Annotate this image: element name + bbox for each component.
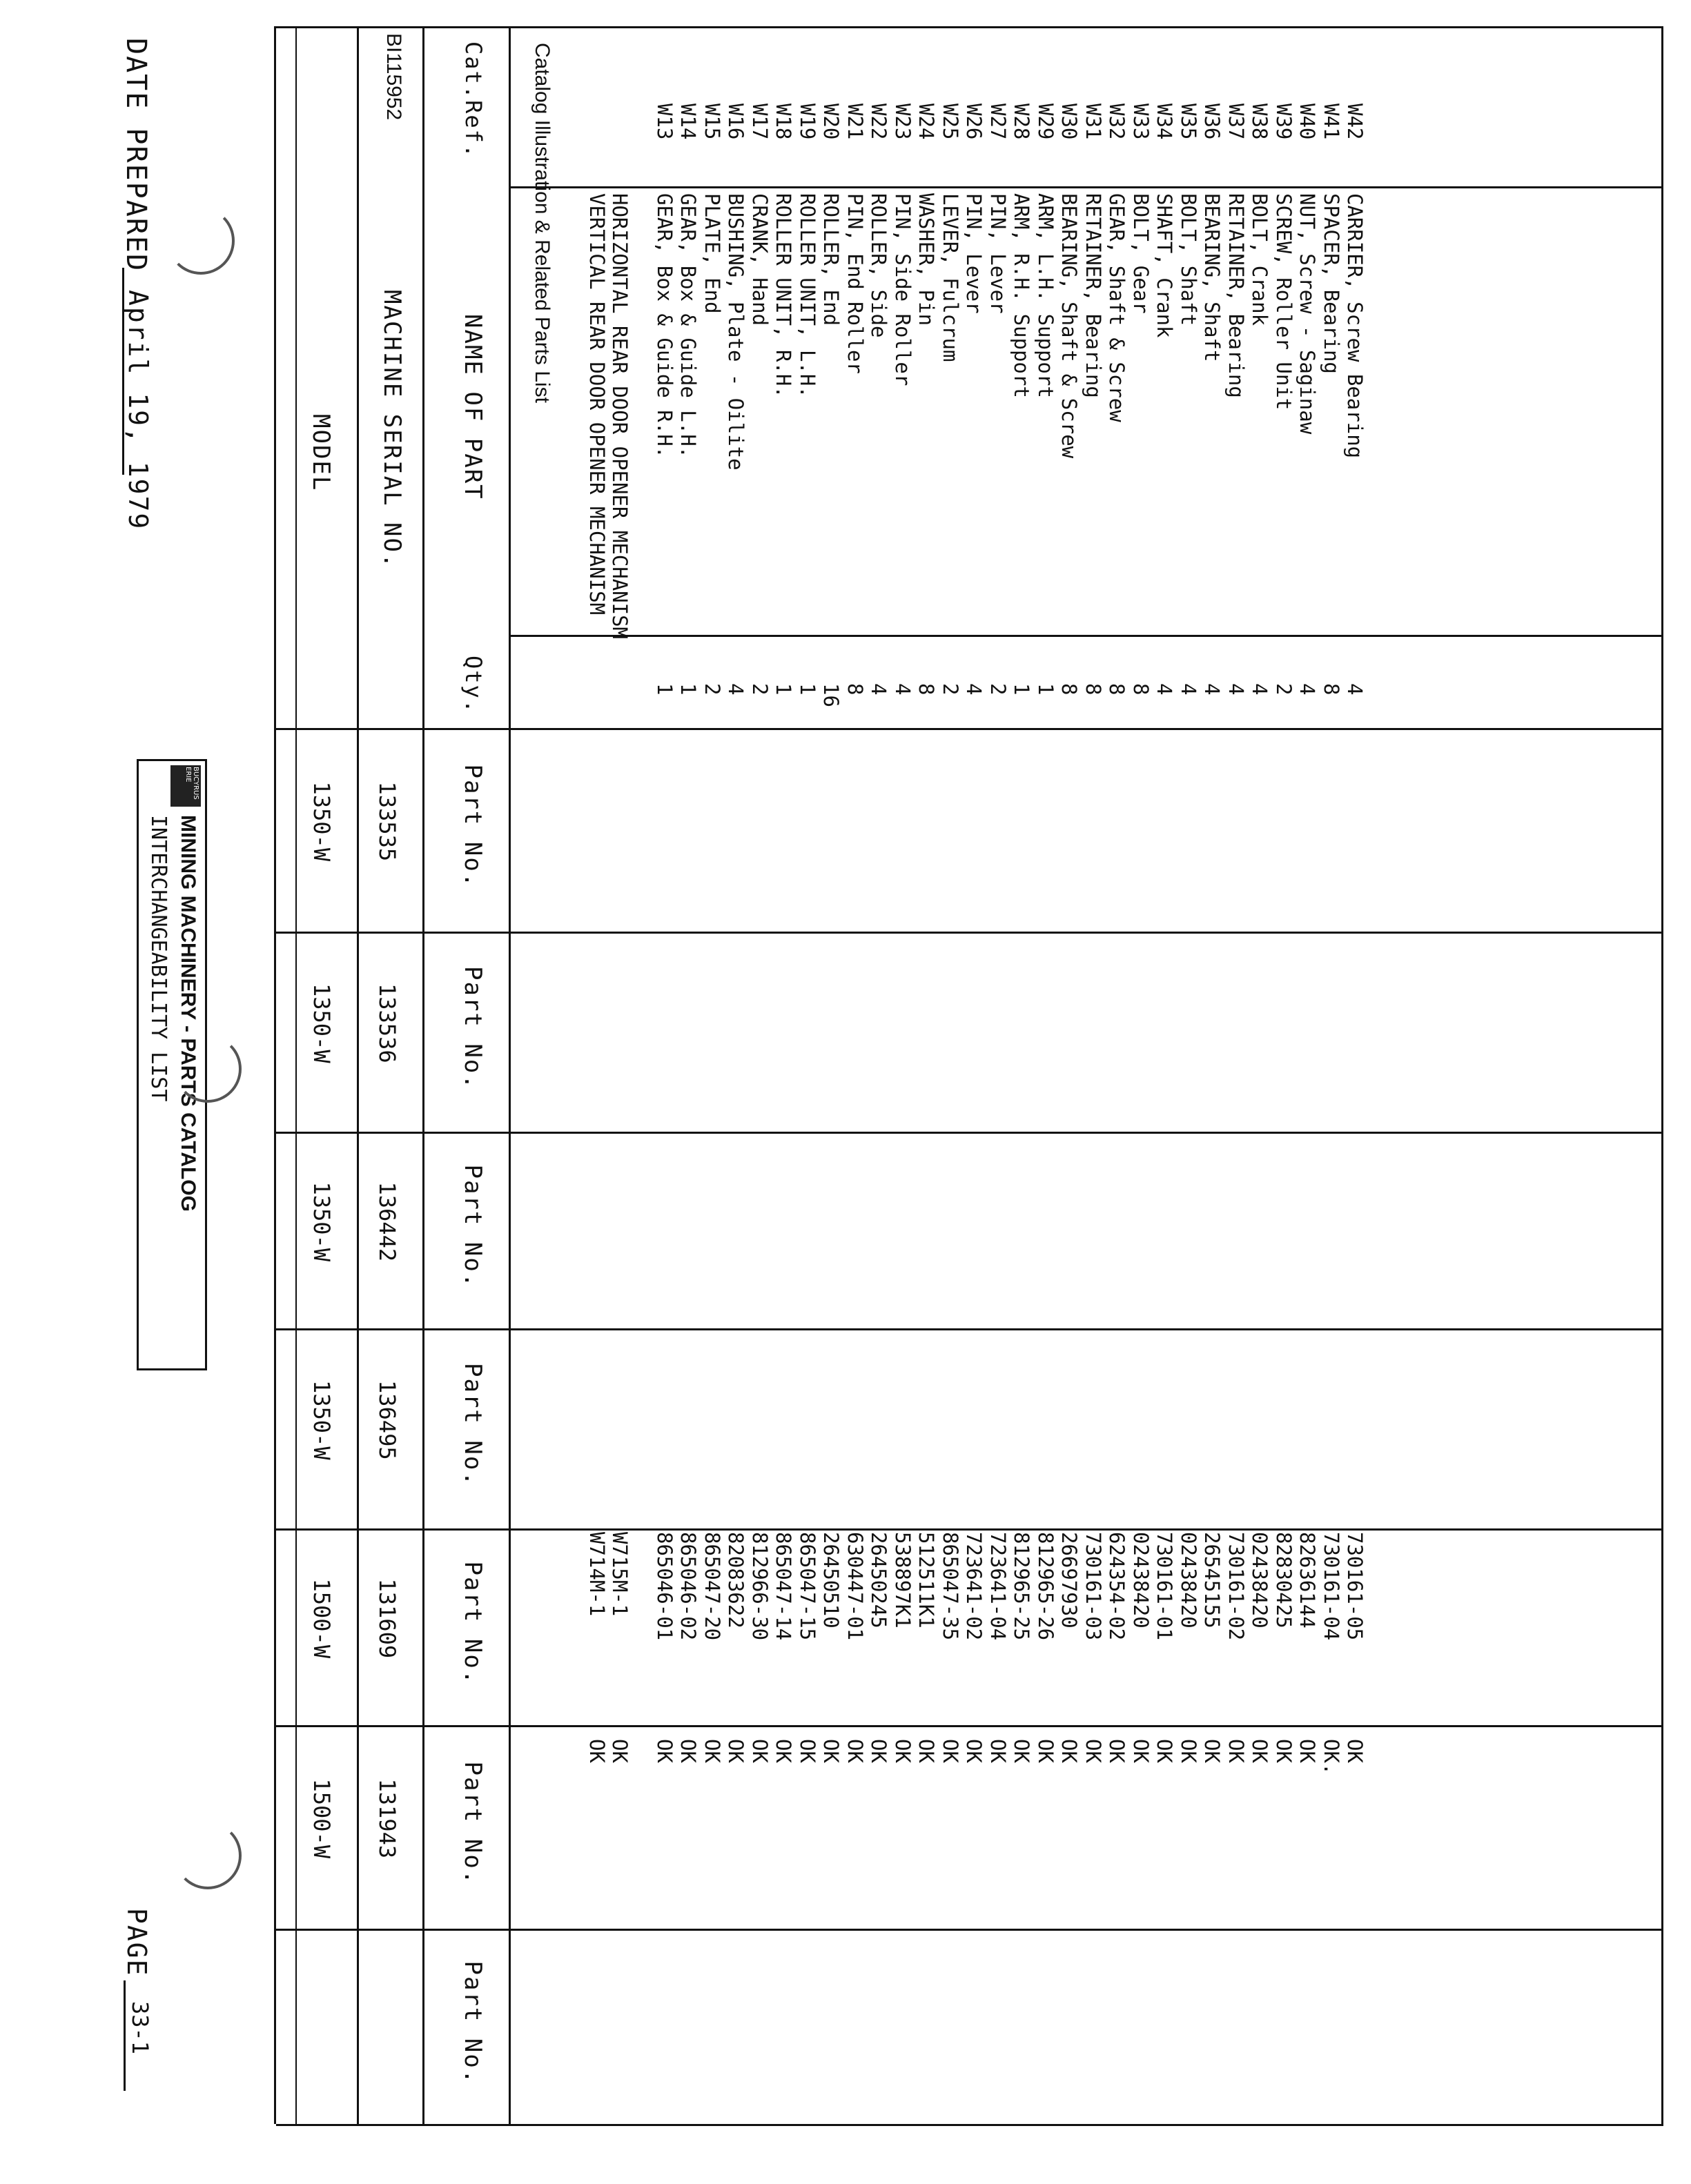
interchange-status: OK	[1010, 1739, 1034, 1763]
interchange-status: OK	[653, 1739, 676, 1763]
interchange-status: OK	[1082, 1739, 1105, 1763]
cat-ref: W23	[891, 104, 915, 140]
interchange-status: OK	[1248, 1739, 1272, 1763]
cat-ref: W34	[1153, 104, 1177, 140]
interchange-status: OK	[772, 1739, 796, 1763]
part-number-1500w: 512511K1	[915, 1532, 939, 1629]
machine-column-divider	[276, 932, 1663, 934]
cat-ref: W38	[1248, 104, 1272, 140]
qty: 8	[1129, 683, 1153, 696]
part-name: GEAR, Box & Guide R.H.	[653, 193, 676, 459]
part-name: CRANK, Hand	[748, 193, 772, 326]
machine-serial-2: 136442	[374, 1181, 400, 1262]
catalog-title: MINING MACHINERY - PARTS CATALOG	[177, 815, 199, 1212]
cat-ref: W35	[1177, 104, 1200, 140]
part-name: ROLLER UNIT, L.H.	[796, 193, 819, 398]
interchange-status: OK	[1177, 1739, 1200, 1763]
part-no-header-4: Part No.	[459, 1561, 487, 1686]
cat-ref: W22	[867, 104, 891, 140]
col-catref-header: Cat.Ref.	[460, 41, 487, 159]
part-number-1500w: 730161-04	[1320, 1532, 1343, 1641]
machine-model-3: 1350-W	[309, 1380, 335, 1460]
interchange-status: OK	[939, 1739, 962, 1763]
part-number-1500w: 82636144	[1296, 1532, 1320, 1629]
part-number-1500w: 865046-02	[676, 1532, 701, 1641]
cat-ref: W33	[1129, 104, 1153, 140]
interchange-status: OK	[986, 1739, 1010, 1763]
qty: 1	[676, 683, 701, 696]
part-name: GEAR, Shaft & Screw	[1105, 193, 1129, 422]
part-number-1500w: 730161-01	[1153, 1532, 1177, 1641]
qty: 16	[819, 683, 843, 707]
qty: 4	[891, 683, 915, 696]
part-name: SHAFT, Crank	[1153, 193, 1177, 338]
catref-column-divider	[511, 186, 1663, 188]
cat-ref: W18	[772, 104, 796, 140]
qty: 2	[701, 683, 724, 696]
interchange-status: OK	[724, 1739, 748, 1763]
interchange-status: OK	[1034, 1739, 1057, 1763]
serial-label: MACHINE SERIAL NO.	[378, 290, 406, 569]
qty: 8	[1057, 683, 1082, 696]
part-name: BUSHING, Plate - Oilite	[724, 193, 748, 471]
interchange-status: OK	[1057, 1739, 1082, 1763]
section-vertical-ok: OK	[585, 1739, 609, 1763]
part-name: RETAINER, Bearing	[1082, 193, 1105, 398]
part-name: NUT, Screw - Saginaw	[1296, 193, 1320, 435]
part-number-1500w: 730161-02	[1224, 1532, 1248, 1641]
cat-ref: W17	[748, 104, 772, 140]
part-name: PIN, Lever	[962, 193, 986, 314]
cat-ref: W28	[1010, 104, 1034, 140]
part-number-1500w: 82083622	[724, 1532, 748, 1629]
interchange-status: OK	[1105, 1739, 1129, 1763]
table-right-border	[276, 2124, 1663, 2126]
qty: 4	[867, 683, 891, 696]
punch-hole-mark	[167, 207, 235, 275]
part-no-header-3: Part No.	[459, 1363, 487, 1487]
part-number-1500w: 02438420	[1177, 1532, 1200, 1629]
qty: 1	[796, 683, 819, 696]
qty: 1	[772, 683, 796, 696]
date-prepared-value: April 19, 1979	[123, 290, 153, 531]
cat-ref: W31	[1082, 104, 1105, 140]
section-vertical-part: W714M-1	[585, 1532, 609, 1617]
cat-ref: W24	[915, 104, 939, 140]
interchange-status: OK	[748, 1739, 772, 1763]
part-number-1500w: 730161-05	[1343, 1532, 1367, 1641]
machine-column-divider	[276, 1929, 1663, 1931]
model-label: MODEL	[307, 414, 335, 492]
part-number-1500w: 26545155	[1200, 1532, 1224, 1629]
page-underline	[124, 1980, 126, 2091]
qty: 2	[748, 683, 772, 696]
part-name: WASHER, Pin	[915, 193, 939, 326]
part-number-1500w: 812965-25	[1010, 1532, 1034, 1641]
section-horizontal-part: W715M-1	[608, 1532, 632, 1617]
part-number-1500w: 26697930	[1057, 1532, 1082, 1629]
page-label: PAGE	[121, 1908, 152, 1977]
machine-column-divider	[276, 1132, 1663, 1134]
interchange-status: OK	[1224, 1739, 1248, 1763]
cat-ref: W27	[986, 104, 1010, 140]
qty: 8	[843, 683, 867, 696]
qty: 4	[1153, 683, 1177, 696]
cat-ref: W25	[939, 104, 962, 140]
cat-ref: W26	[962, 104, 986, 140]
document-id: BI115952	[382, 33, 405, 121]
interchange-status: OK	[843, 1739, 867, 1763]
cat-ref: W20	[819, 104, 843, 140]
cat-ref: W42	[1343, 104, 1367, 140]
qty: 2	[939, 683, 962, 696]
part-number-1500w: 812966-30	[748, 1532, 772, 1641]
section-horizontal-title: HORIZONTAL REAR DOOR OPENER MECHANISM	[608, 193, 632, 640]
cat-ref: W41	[1320, 104, 1343, 140]
part-number-1500w: 865047-14	[772, 1532, 796, 1641]
interchange-status: OK	[1296, 1739, 1320, 1763]
qty: 4	[1296, 683, 1320, 696]
qty: 4	[1177, 683, 1200, 696]
part-name: BOLT, Crank	[1248, 193, 1272, 326]
cat-ref: W15	[701, 104, 724, 140]
part-name: ROLLER UNIT, R.H.	[772, 193, 796, 398]
machine-model-0: 1350-W	[309, 781, 335, 862]
machine-serial-1: 133536	[374, 983, 400, 1063]
qty: 4	[1224, 683, 1248, 696]
machine-model-5: 1500-W	[309, 1778, 335, 1859]
interchange-status: OK	[962, 1739, 986, 1763]
qty-column-divider	[276, 728, 1663, 730]
qty: 8	[915, 683, 939, 696]
cat-ref: W39	[1272, 104, 1296, 140]
part-name: LEVER, Fulcrum	[939, 193, 962, 362]
qty: 4	[962, 683, 986, 696]
col-qty-header: Qty.	[460, 656, 487, 715]
part-number-1500w: 624354-02	[1105, 1532, 1129, 1641]
qty: 1	[1034, 683, 1057, 696]
bucyrus-erie-logo: BUCYRUS ERIE	[170, 765, 201, 807]
part-name: PIN, Side Roller	[891, 193, 915, 386]
machine-serial-3: 136495	[374, 1380, 400, 1460]
interchange-status: OK	[701, 1739, 724, 1763]
machine-serial-0: 133535	[374, 781, 400, 862]
interchange-status: OK	[1153, 1739, 1177, 1763]
part-name: BEARING, Shaft & Screw	[1057, 193, 1082, 459]
cat-ref: W37	[1224, 104, 1248, 140]
interchange-status: OK	[796, 1739, 819, 1763]
cat-ref: W29	[1034, 104, 1057, 140]
cat-ref: W16	[724, 104, 748, 140]
part-number-1500w: 812965-26	[1034, 1532, 1057, 1641]
date-prepared-label: DATE PREPARED	[120, 38, 152, 273]
page-number: 33-1	[127, 2001, 153, 2055]
part-no-header-6: Part No.	[459, 1960, 487, 2085]
part-number-1500w: 865047-15	[796, 1532, 819, 1641]
interchange-status: OK	[867, 1739, 891, 1763]
part-name: PIN, End Roller	[843, 193, 867, 374]
part-name: BOLT, Shaft	[1177, 193, 1200, 326]
table-top-border	[274, 26, 276, 2124]
table-bottom-border	[1661, 26, 1663, 2124]
cat-ref: W21	[843, 104, 867, 140]
part-name: SPACER, Bearing	[1320, 193, 1343, 374]
part-number-1500w: 865047-35	[939, 1532, 962, 1641]
qty: 2	[1272, 683, 1296, 696]
part-number-1500w: 723641-02	[962, 1532, 986, 1641]
interchange-status: OK	[915, 1739, 939, 1763]
part-number-1500w: 723641-04	[986, 1532, 1010, 1641]
machine-model-1: 1350-W	[309, 983, 335, 1063]
part-number-1500w: 26450245	[867, 1532, 891, 1629]
interchange-status: OK.	[1320, 1739, 1343, 1775]
part-number-1500w: 82830425	[1272, 1532, 1296, 1629]
header-row-divider	[509, 26, 511, 2124]
part-number-1500w: 02438420	[1248, 1532, 1272, 1629]
part-name: ROLLER, Side	[867, 193, 891, 338]
part-number-1500w: 865047-20	[701, 1532, 724, 1641]
section-vertical-title: VERTICAL REAR DOOR OPENER MECHANISM	[585, 193, 609, 616]
qty: 8	[1082, 683, 1105, 696]
part-name: CARRIER, Screw Bearing	[1343, 193, 1367, 459]
part-name: GEAR, Box & Guide L.H.	[676, 193, 701, 459]
punch-hole-mark	[174, 1822, 242, 1889]
machine-serial-5: 131943	[374, 1778, 400, 1859]
qty: 4	[1200, 683, 1224, 696]
qty: 1	[1010, 683, 1034, 696]
cat-ref: W19	[796, 104, 819, 140]
interchange-status: OK	[1272, 1739, 1296, 1763]
cat-ref: W13	[653, 104, 676, 140]
part-name: PLATE, End	[701, 193, 724, 314]
part-number-1500w: 630447-01	[843, 1532, 867, 1641]
interchange-status: OK	[891, 1739, 915, 1763]
part-name: BEARING, Shaft	[1200, 193, 1224, 362]
machine-serial-4: 131609	[374, 1578, 400, 1659]
catalog-note: Catalog Illustration & Related Parts List	[531, 43, 554, 403]
part-name: ROLLER, End	[819, 193, 843, 326]
part-number-1500w: 730161-03	[1082, 1532, 1105, 1641]
qty: 8	[1105, 683, 1129, 696]
section-horizontal-ok: OK	[608, 1739, 632, 1763]
part-no-header-1: Part No.	[459, 966, 487, 1090]
qty: 2	[986, 683, 1010, 696]
part-name: ARM, L.H. Support	[1034, 193, 1057, 398]
part-name: PIN, Lever	[986, 193, 1010, 314]
part-no-header-0: Part No.	[459, 764, 487, 889]
qty: 4	[724, 683, 748, 696]
qty: 4	[1343, 683, 1367, 696]
table-left-border	[276, 26, 1663, 28]
serial-row-divider	[422, 26, 424, 2124]
part-no-header-2: Part No.	[459, 1164, 487, 1289]
part-number-1500w: 538897K1	[891, 1532, 915, 1629]
punch-hole-mark	[174, 1035, 242, 1103]
qty: 1	[653, 683, 676, 696]
list-title: INTERCHANGEABILITY LIST	[146, 815, 170, 1102]
machine-column-divider	[276, 1725, 1663, 1727]
part-number-1500w: 26450510	[819, 1532, 843, 1629]
qty: 4	[1248, 683, 1272, 696]
cat-ref: W36	[1200, 104, 1224, 140]
machine-model-4: 1500-W	[309, 1578, 335, 1659]
interchange-status: OK	[1343, 1739, 1367, 1763]
cat-ref: W14	[676, 104, 701, 140]
qty: 8	[1320, 683, 1343, 696]
cat-ref: W32	[1105, 104, 1129, 140]
part-name: BOLT, Gear	[1129, 193, 1153, 314]
cat-ref: W40	[1296, 104, 1320, 140]
machine-column-divider	[276, 1528, 1663, 1531]
cat-ref: W30	[1057, 104, 1082, 140]
name-column-divider	[511, 635, 1663, 637]
part-number-1500w: 865046-01	[653, 1532, 676, 1641]
part-name: ARM, R.H. Support	[1010, 193, 1034, 398]
part-number-1500w: 02438420	[1129, 1532, 1153, 1629]
interchange-status: OK	[819, 1739, 843, 1763]
part-name: SCREW, Roller Unit	[1272, 193, 1296, 411]
interchange-status: OK	[676, 1739, 701, 1763]
interchange-status: OK	[1129, 1739, 1153, 1763]
machine-column-divider	[276, 1328, 1663, 1330]
part-no-header-5: Part No.	[459, 1761, 487, 1886]
interchange-status: OK	[1200, 1739, 1224, 1763]
part-name: RETAINER, Bearing	[1224, 193, 1248, 398]
table-top-border-inner	[295, 26, 297, 2124]
col-name-header: NAME OF PART	[459, 314, 487, 500]
model-row-divider	[357, 26, 359, 2124]
machine-model-2: 1350-W	[309, 1181, 335, 1262]
